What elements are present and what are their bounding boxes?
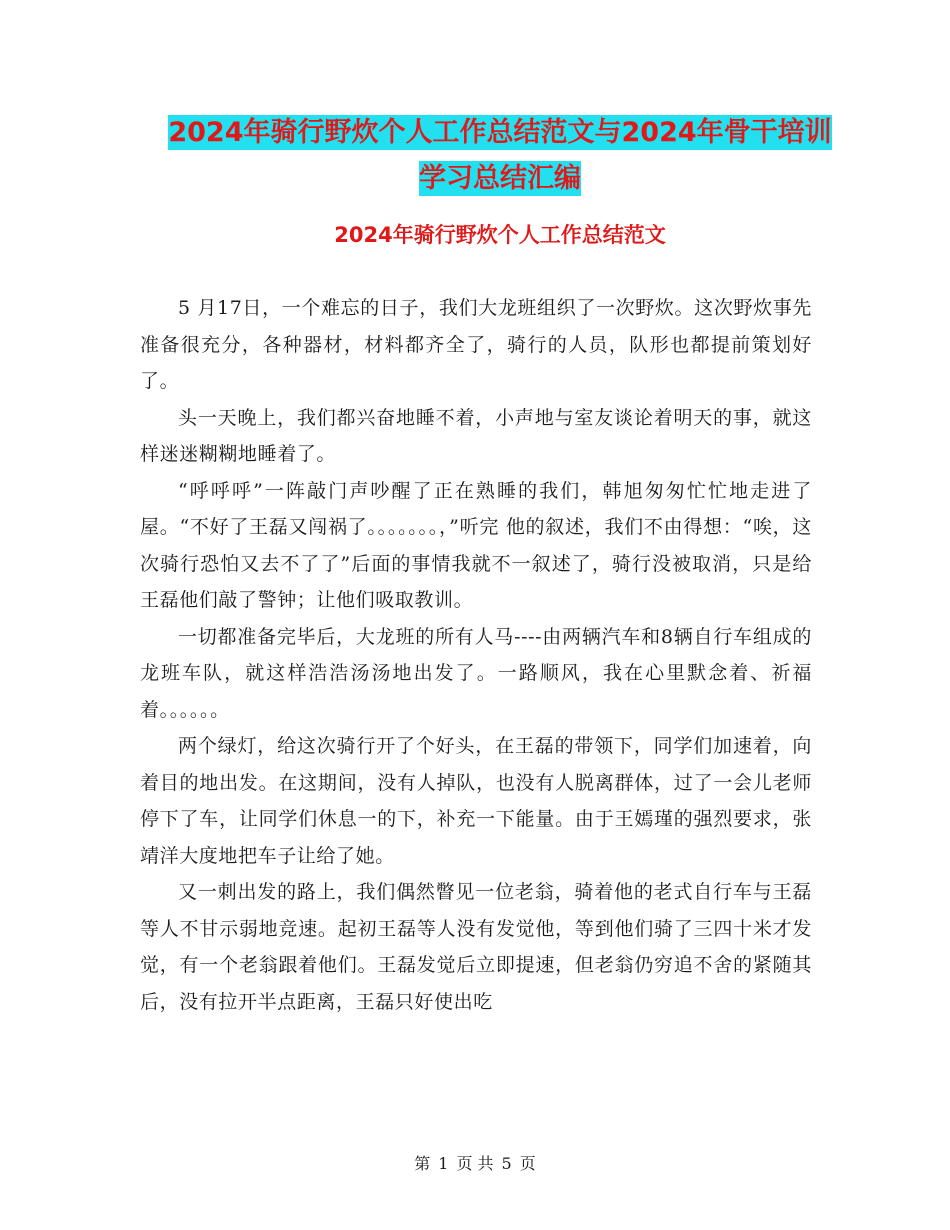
footer-mid: 页 共 bbox=[456, 1154, 494, 1173]
paragraph: 两个绿灯，给这次骑行开了个好头，在王磊的带领下，同学们加速着，向着目的地出发。在这期间，没有人掉队，也没有人脱离群体，过了一会儿老师停下了车，让同学们休息一的下，补充一下能量。由于王嫣瑾的强烈要求，张靖洋大度地把车子让给了她。 bbox=[140, 735, 812, 867]
document-title-line-1: 2024年骑行野炊个人工作总结范文与2024年骨干培训 bbox=[168, 117, 832, 148]
footer-suffix: 页 bbox=[519, 1154, 536, 1173]
section-title: 2024年骑行野炊个人工作总结范文 bbox=[334, 223, 666, 247]
document-body bbox=[140, 290, 812, 1020]
paragraph: 又一刺出发的路上，我们偶然瞥见一位老翁，骑着他的老式自行车与王磊等人不甘示弱地竞速。起初王磊等人没有发觉他，等到他们骑了三四十米才发觉，有一个老翁跟着他们。王磊发觉后立即提速，但老翁仍穷追不舍的紧随其后，没有拉开半点距离，王磊只好使出吃 bbox=[140, 881, 812, 1013]
footer-prefix: 第 bbox=[414, 1154, 431, 1173]
document-title-line-2: 学习总结汇编 bbox=[419, 163, 581, 194]
paragraph: 头一天晚上，我们都兴奋地睡不着，小声地与室友谈论着明天的事，就这样迷迷糊糊地睡着了。 bbox=[140, 406, 812, 465]
document-title bbox=[140, 110, 860, 202]
page-footer bbox=[0, 1152, 950, 1176]
paragraph: 一切都准备完毕后，大龙班的所有人马----由两辆汽车和8辆自行车组成的龙班车队，就这样浩浩汤汤地出发了。一路顺风，我在心里默念着、祈福着。。。。。。 bbox=[140, 625, 812, 721]
footer-page-number: 1 bbox=[438, 1154, 449, 1173]
paragraph: 5 月17日，一个难忘的日子，我们大龙班组织了一次野炊。这次野炊事先准备很充分，各种器材，材料都齐全了，骑行的人员，队形也都提前策划好了。 bbox=[140, 297, 812, 392]
footer-total-pages: 5 bbox=[501, 1154, 512, 1173]
paragraph: “呼呼呼”一阵敲门声吵醒了正在熟睡的我们，韩旭匆匆忙忙地走进了屋。“不好了王磊又闯祸了。。。。。。。，”听完 他的叙述，我们不由得想：“唉，这次骑行恐怕又去不了了”后面的事情我就不一叙述了，骑行没被取消，只是给王磊他们敲了警钟；让他们吸取教训。 bbox=[140, 479, 812, 611]
